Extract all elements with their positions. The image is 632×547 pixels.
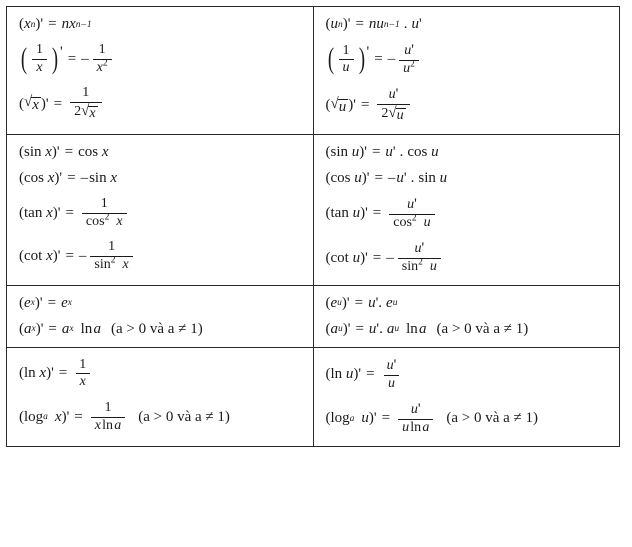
cell-log-rules-x [7, 347, 314, 446]
formula-cot-u: (cot u ) ' = – $\frac{u'}{\sin^2 u}$ [326, 241, 620, 274]
formula-sheet [0, 6, 632, 547]
formula-loga-u: (log a u ) ' = $\frac{u'}{\text{u ln a}}$ (a > 0 và a ≠ 1) [325, 401, 538, 435]
formula-apow-u: ( a u ) ' = u ' . a u ln a (a > 0 và a ≠ 1) [325, 320, 529, 337]
formula-tan-u: (tan u ) ' = $\frac{u'}{\cos^2 u}$ [326, 197, 620, 230]
cell-power-rules-u [313, 7, 620, 135]
cell-power-rules-x [7, 7, 314, 135]
formula-power-u: ( u n ) ' = nu n – 1 . u ' [325, 16, 422, 32]
formula-sin-x: (sin x ) ' = cos x [19, 143, 109, 160]
derivative-table [6, 6, 620, 447]
formula-sqrt-u: ( √ u ) ' = u' 2 √ u [326, 87, 620, 123]
formula-ln-u: (ln u ) ' = $\frac{u'}{u}$ [326, 358, 620, 391]
formula-cos-x: (cos x ) ' = – sin x [19, 169, 118, 186]
formula-reciprocal-x: ( $\frac{1}{x}$ ) ' = – $\frac{1}{x^2}$ [19, 43, 313, 75]
table-row [7, 285, 620, 347]
condition-text: (a > 0 và a ≠ 1) [111, 320, 203, 337]
formula-tan-x: (tan x ) ' = $\frac{1}{\cos^2 x}$ [19, 197, 313, 229]
formula-exp-u: ( e u ) ' = u ' . e u [325, 294, 398, 311]
cell-exponential-rules-u [313, 285, 620, 347]
table-row [7, 7, 620, 135]
formula-exp-x: ( e x ) ' = e x [19, 294, 72, 311]
formula-loga-x: (log a x ) ' = $\frac{1}{\text{x ln a}}$ (a > 0 và a ≠ 1) [19, 400, 230, 433]
formula-sin-u: (sin u ) ' = u ' . cos u [325, 143, 439, 160]
condition-text: (a > 0 và a ≠ 1) [446, 410, 538, 427]
formula-cot-x: (cot x ) ' = – $\frac{1}{\sin^2 x}$ [19, 240, 313, 272]
table-row [7, 134, 620, 285]
table-row [7, 347, 620, 446]
cell-trig-rules-x [7, 134, 314, 285]
formula-apow-x: ( a x ) ' = a x ln a (a > 0 và a ≠ 1) [19, 320, 203, 337]
formula-sqrt-x: ( √ x ) ' = 1 2 √ x [19, 86, 313, 121]
condition-text: (a > 0 và a ≠ 1) [436, 320, 529, 337]
formula-cos-u: (cos u ) ' = – u ' . sin u [325, 169, 448, 186]
cell-trig-rules-u [313, 134, 620, 285]
formula-power-x: ( x n ) ' = nx n – 1 [19, 16, 92, 32]
formula-reciprocal-u: ( $\frac{1}{u}$ ) ' = – $\frac{u'}{u^2}$ [326, 43, 620, 76]
cell-exponential-rules-x [7, 285, 314, 347]
formula-ln-x: (ln x ) ' = $\frac{1}{x}$ [19, 358, 313, 390]
cell-log-rules-u [313, 347, 620, 446]
condition-text: (a > 0 và a ≠ 1) [138, 408, 230, 425]
